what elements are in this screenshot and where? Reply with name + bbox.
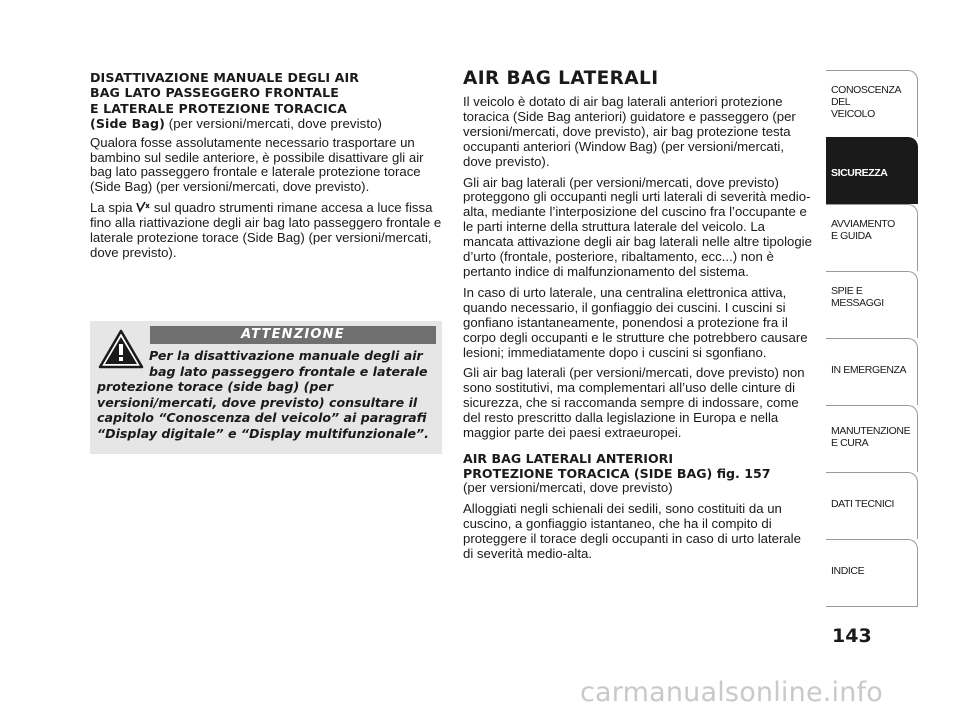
warning-label: ATTENZIONE <box>150 326 436 344</box>
tabs-bottom-rule <box>826 606 918 607</box>
airbag-off-warning-lamp-icon <box>136 201 150 213</box>
left-column <box>90 70 442 267</box>
tab-label: MANUTENZIONE E CURA <box>831 425 911 449</box>
watermark: carmanualsonline.info <box>580 677 883 708</box>
tab-indice[interactable] <box>826 539 918 606</box>
heading-line-1: DISATTIVAZIONE MANUALE DEGLI AIR <box>90 70 360 85</box>
tab-label: DATI TECNICI <box>831 498 895 510</box>
para2-after: sul quadro strumenti rimane accesa a luce fissa fino alla riattivazione degli air bag lato passeggero frontale e laterale protezione torace (Side Bag) (per versioni/mercati, dove previsto). <box>90 200 442 260</box>
section-title: AIR BAG LATERALI <box>463 68 659 89</box>
left-paragraph-2 <box>90 201 442 261</box>
tab-label: INDICE <box>831 565 865 577</box>
right-paragraph-2: Gli air bag laterali (per versioni/mercati, dove previsto) proteggono gli occupanti negli urti laterali di severità medio-alta, mediante l’interposizione del cuscino fra l’occupante e le parti interne della struttura laterale del veicolo. La mancata attivazione degli air bag laterali nelle altre tipologie d’urto (frontale, posteriore, ribaltamento, ecc...) non è pertanto indice di malfunzionamento del sistema. <box>463 174 812 279</box>
warning-rest: protezione torace (side bag) (per versioni/mercati, dove previsto) consultare il capitolo “Conoscenza del veicolo” ai paragrafi “Display digitale” e “Display multifunzionale”. <box>97 379 429 441</box>
tab-sicurezza[interactable] <box>826 137 918 204</box>
warning-line-2: bag lato passeggero frontale e laterale <box>149 363 428 379</box>
warning-text <box>97 348 437 442</box>
chapter-tabs <box>826 70 918 607</box>
left-paragraph-1: Qualora fosse assolutamente necessario trasportare un bambino sul sedile anteriore, è possibile disattivare gli air bag lato passeggero frontale e laterale protezione torace (Side Bag) (per versioni/mercati, dove previsto). <box>90 134 424 195</box>
page-number: 143 <box>832 625 872 647</box>
warning-line-1: Per la disattivazione manuale degli air <box>149 348 423 363</box>
right-paragraph-5: Alloggiati negli schienali dei sedili, sono costituiti da un cuscino, a gonfiaggio istantaneo, che ha il compito di proteggere il torace degli occupanti in caso di urto laterale di severità medio-alta. <box>463 500 801 561</box>
right-paragraph-4: Gli air bag laterali (per versioni/mercati, dove previsto) non sono sostitutivi, ma complementari all’uso delle cinture di sicurezza, che si raccomanda sempre di indossare, come del resto prescritto dalla legislazione in Europa e nella maggior parte dei paesi extraeuropei. <box>463 365 805 441</box>
tab-manutenzione-e-cura[interactable] <box>826 405 918 472</box>
tab-label: CONOSCENZA DEL VEICOLO <box>831 84 902 120</box>
subsection-heading <box>463 451 814 481</box>
tab-conoscenza-del-veicolo[interactable] <box>826 70 918 137</box>
subheading-note: (per versioni/mercati, dove previsto) <box>463 479 673 495</box>
right-paragraph-3: In caso di urto laterale, una centralina elettronica attiva, quando necessario, il gonfiaggio dei cuscini. I cuscini si gonfiano istantaneamente, ponendosi a protezione fra il corpo degli occupanti e le strutture che potrebbero causare lesioni; immediatamente dopo i cuscini si sgonfiano. <box>463 284 808 360</box>
subheading-line-2: PROTEZIONE TORACICA (SIDE BAG) fig. 157 <box>463 465 771 481</box>
tab-label: IN EMERGENZA <box>831 364 907 376</box>
tab-label: SPIE E MESSAGGI <box>831 285 884 309</box>
tab-label: SICUREZZA <box>831 167 888 179</box>
left-section-heading <box>90 70 442 132</box>
tab-label: AVVIAMENTO E GUIDA <box>831 218 895 242</box>
right-column <box>463 68 814 567</box>
tab-avviamento-e-guida[interactable] <box>826 204 918 271</box>
tab-dati-tecnici[interactable] <box>826 472 918 539</box>
right-paragraph-1: Il veicolo è dotato di air bag laterali anteriori protezione toracica (Side Bag anteriori) guidatore e passeggero (per versioni/mercati, dove previsto), air bag protezione testa occupanti anteriori (Window Bag) (per versioni/mercati, dove previsto). <box>463 94 796 169</box>
heading-bold-tail: (Side Bag) <box>90 116 165 132</box>
para2-before: La spia <box>90 200 137 216</box>
heading-line-3: E LATERALE PROTEZIONE TORACICA <box>90 100 347 116</box>
tab-spie-e-messaggi[interactable] <box>826 271 918 338</box>
heading-line-2: BAG LATO PASSEGGERO FRONTALE <box>90 85 339 101</box>
heading-plain-tail: (per versioni/mercati, dove previsto) <box>164 116 383 132</box>
subheading-line-1: AIR BAG LATERALI ANTERIORI <box>463 450 674 466</box>
tab-in-emergenza[interactable] <box>826 338 918 405</box>
